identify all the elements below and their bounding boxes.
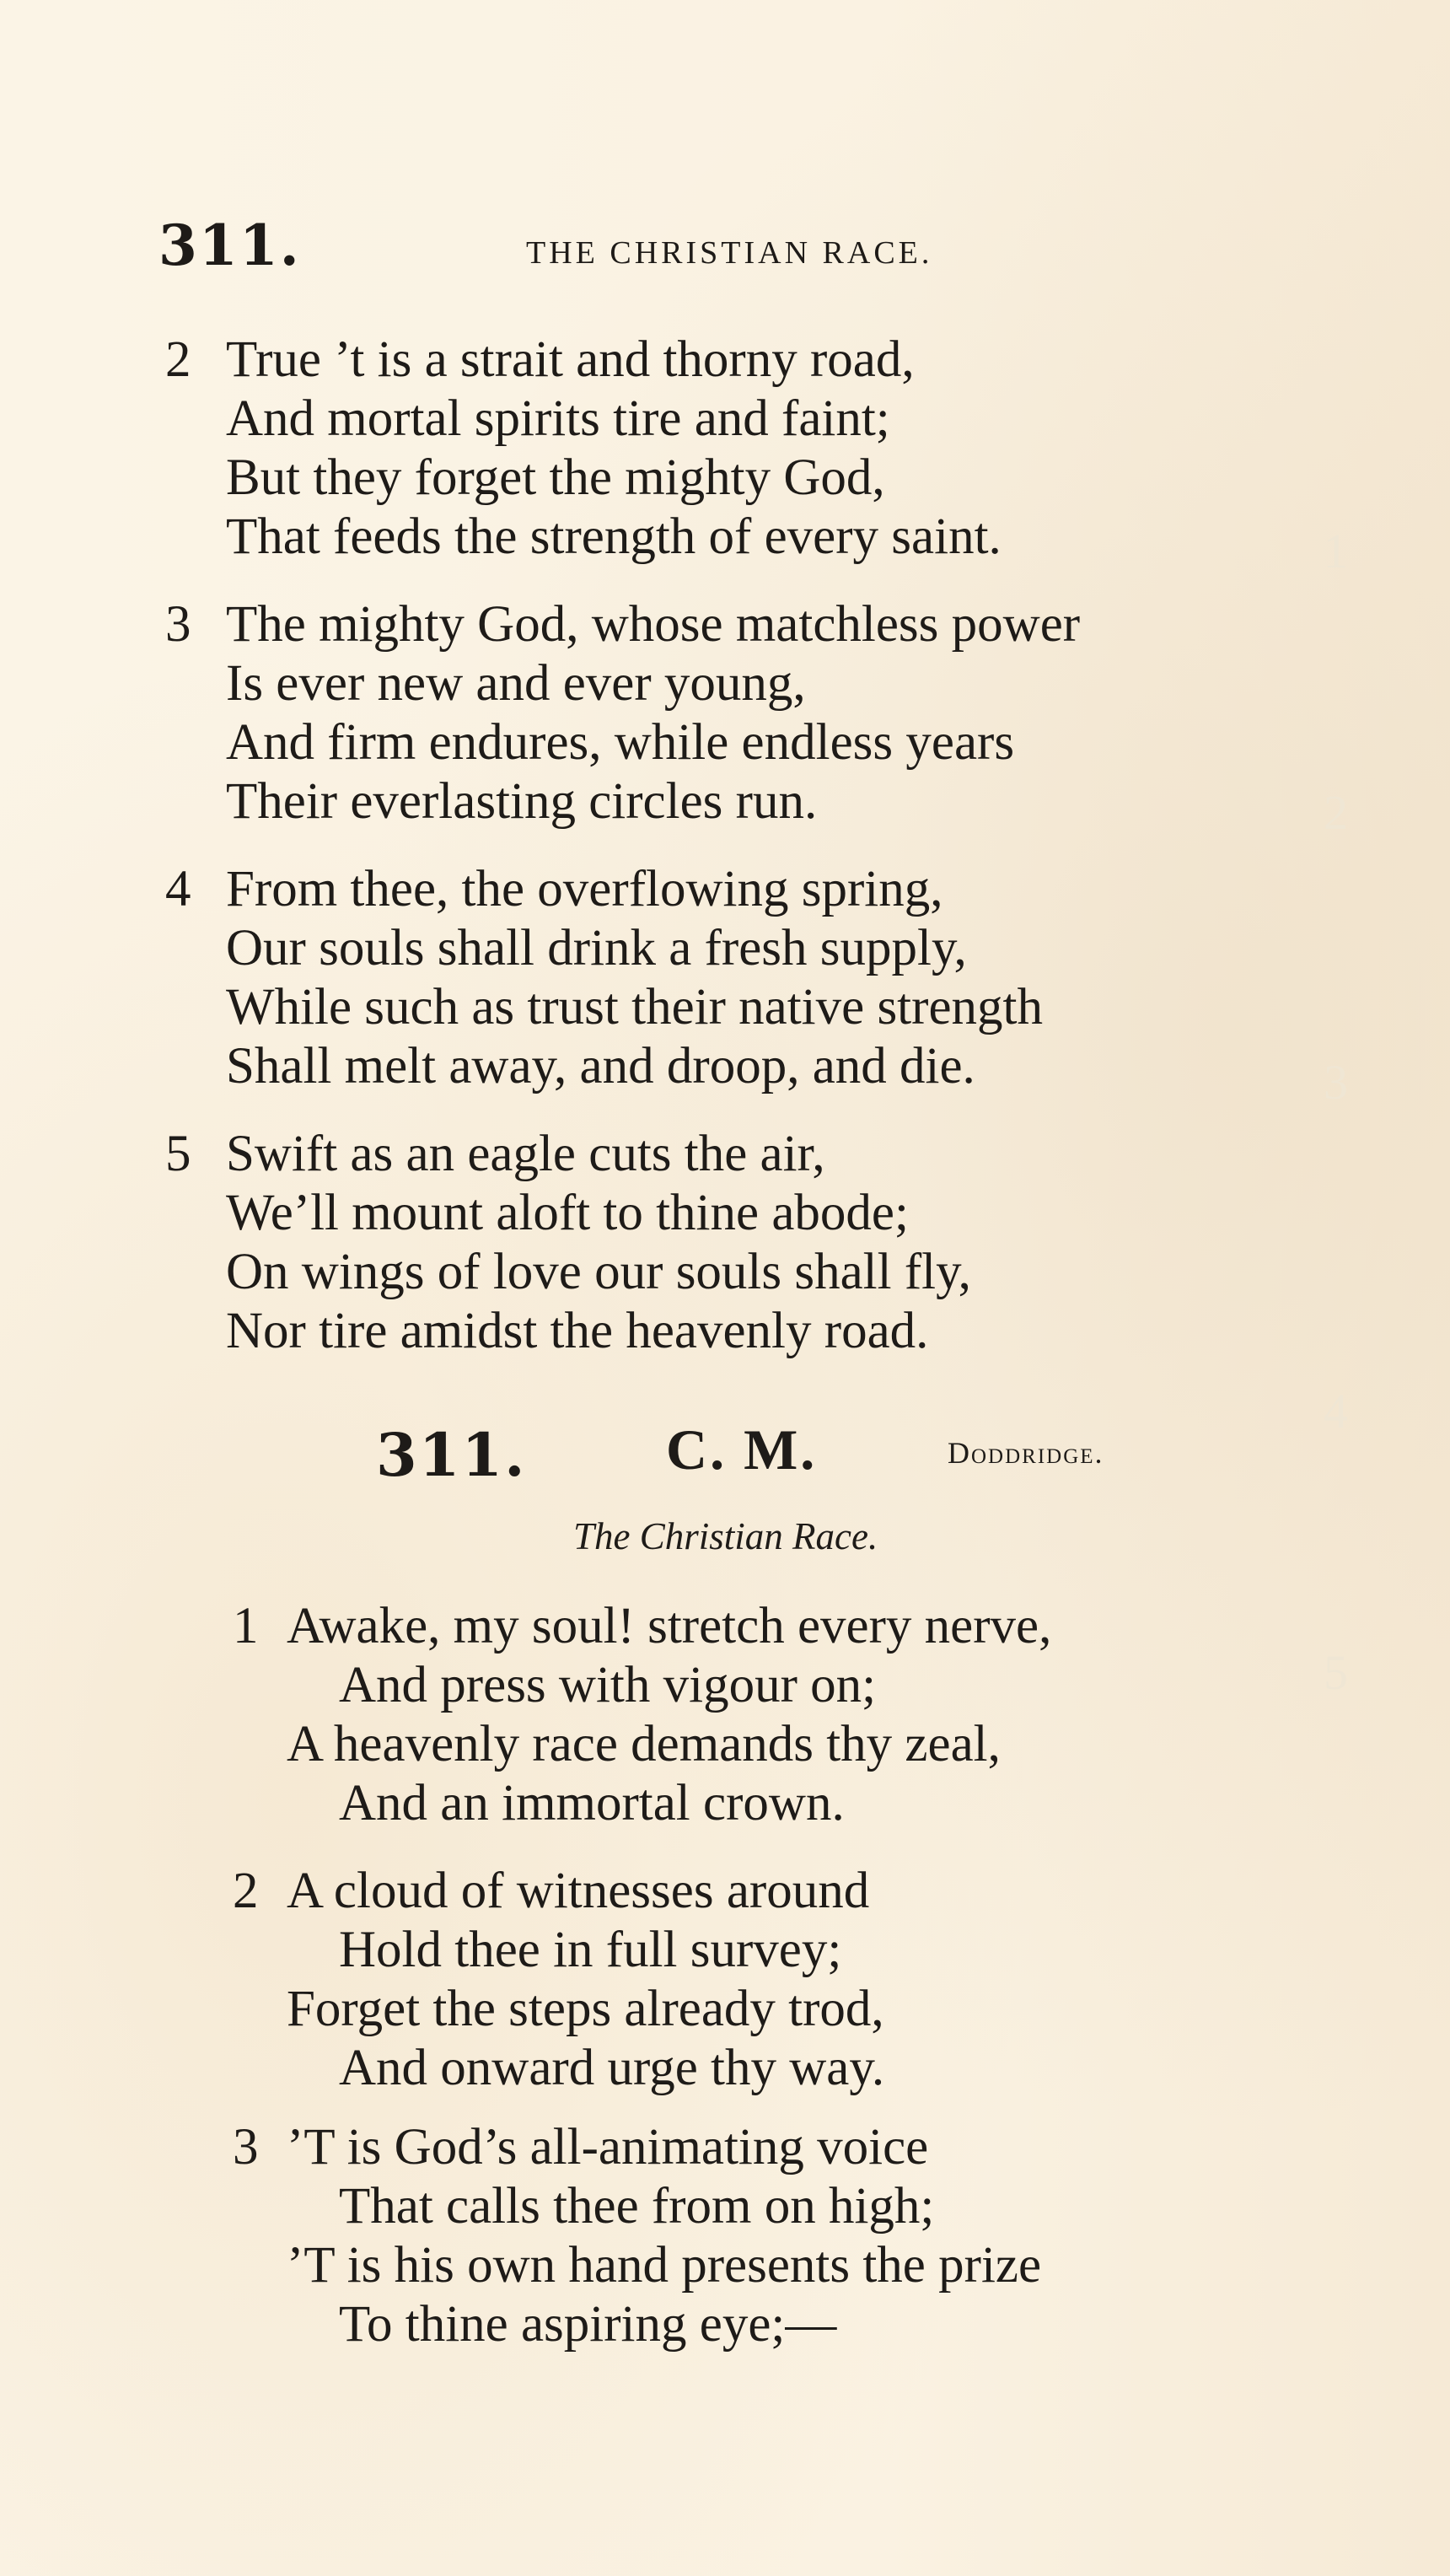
bleed-through-mark: 1 <box>1324 524 1348 578</box>
hymn-subtitle: The Christian Race. <box>573 1515 878 1557</box>
bleed-through-mark: 2 <box>1324 785 1348 840</box>
verse-text: And an immortal crown. <box>339 1775 845 1831</box>
verse-text: Awake, my soul! stretch every nerve, <box>287 1598 1052 1654</box>
verse-text: That feeds the strength of every saint. <box>226 508 1002 565</box>
stanza-number: 1 <box>233 1598 259 1654</box>
verse-text: And onward urge thy way. <box>339 2040 885 2096</box>
verse-text: Swift as an eagle cuts the air, <box>226 1126 825 1182</box>
verse-text: We’ll mount aloft to thine abode; <box>226 1185 909 1241</box>
verse-text: And press with vigour on; <box>339 1657 877 1713</box>
verse-text: A cloud of witnesses around <box>287 1863 870 1919</box>
verse-text: A heavenly race demands thy zeal, <box>287 1716 1001 1772</box>
stanza-number: 3 <box>233 2119 259 2175</box>
stanza-number: 2 <box>233 1863 259 1919</box>
verse-text: Our souls shall drink a fresh supply, <box>226 920 967 976</box>
stanza-number: 2 <box>165 331 191 388</box>
verse-text: Hold thee in full survey; <box>339 1922 842 1978</box>
verse-text: Forget the steps already trod, <box>287 1981 884 2037</box>
verse-text: Their everlasting circles run. <box>226 773 818 830</box>
stanza-number: 4 <box>165 861 191 917</box>
verse-text: ’T is his own hand presents the prize <box>287 2237 1042 2294</box>
verse-text: That calls thee from on high; <box>339 2178 935 2235</box>
verse-text: ’T is God’s all-animating voice <box>287 2119 929 2175</box>
running-title: THE CHRISTIAN RACE. <box>526 235 933 271</box>
verse-text: Shall melt away, and droop, and die. <box>226 1038 975 1094</box>
verse-text: While such as trust their native strength <box>226 979 1043 1035</box>
bleed-through-mark: 5 <box>1324 1645 1348 1700</box>
hymn-number: 311. <box>376 1420 527 1490</box>
verse-text: True ’t is a strait and thorny road, <box>226 331 915 388</box>
verse-text: And mortal spirits tire and faint; <box>226 390 890 447</box>
verse-text: On wings of love our souls shall fly, <box>226 1244 971 1300</box>
verse-text: But they forget the mighty God, <box>226 449 885 506</box>
hymn-meter: C. M. <box>666 1417 818 1482</box>
bleed-through-mark: 4 <box>1324 1384 1348 1439</box>
verse-text: Is ever new and ever young, <box>226 655 806 712</box>
page-number: 311. <box>158 212 301 278</box>
hymn-author: Doddridge. <box>948 1436 1104 1470</box>
verse-text: Nor tire amidst the heavenly road. <box>226 1303 929 1359</box>
verse-text: To thine aspiring eye;— <box>339 2296 837 2353</box>
verse-text: And firm endures, while endless years <box>226 714 1015 771</box>
verse-text: The mighty God, whose matchless power <box>226 596 1081 653</box>
stanza-number: 5 <box>165 1126 191 1182</box>
bleed-through-mark: 3 <box>1324 1055 1348 1110</box>
stanza-number: 3 <box>165 596 191 653</box>
verse-text: From thee, the overflowing spring, <box>226 861 943 917</box>
